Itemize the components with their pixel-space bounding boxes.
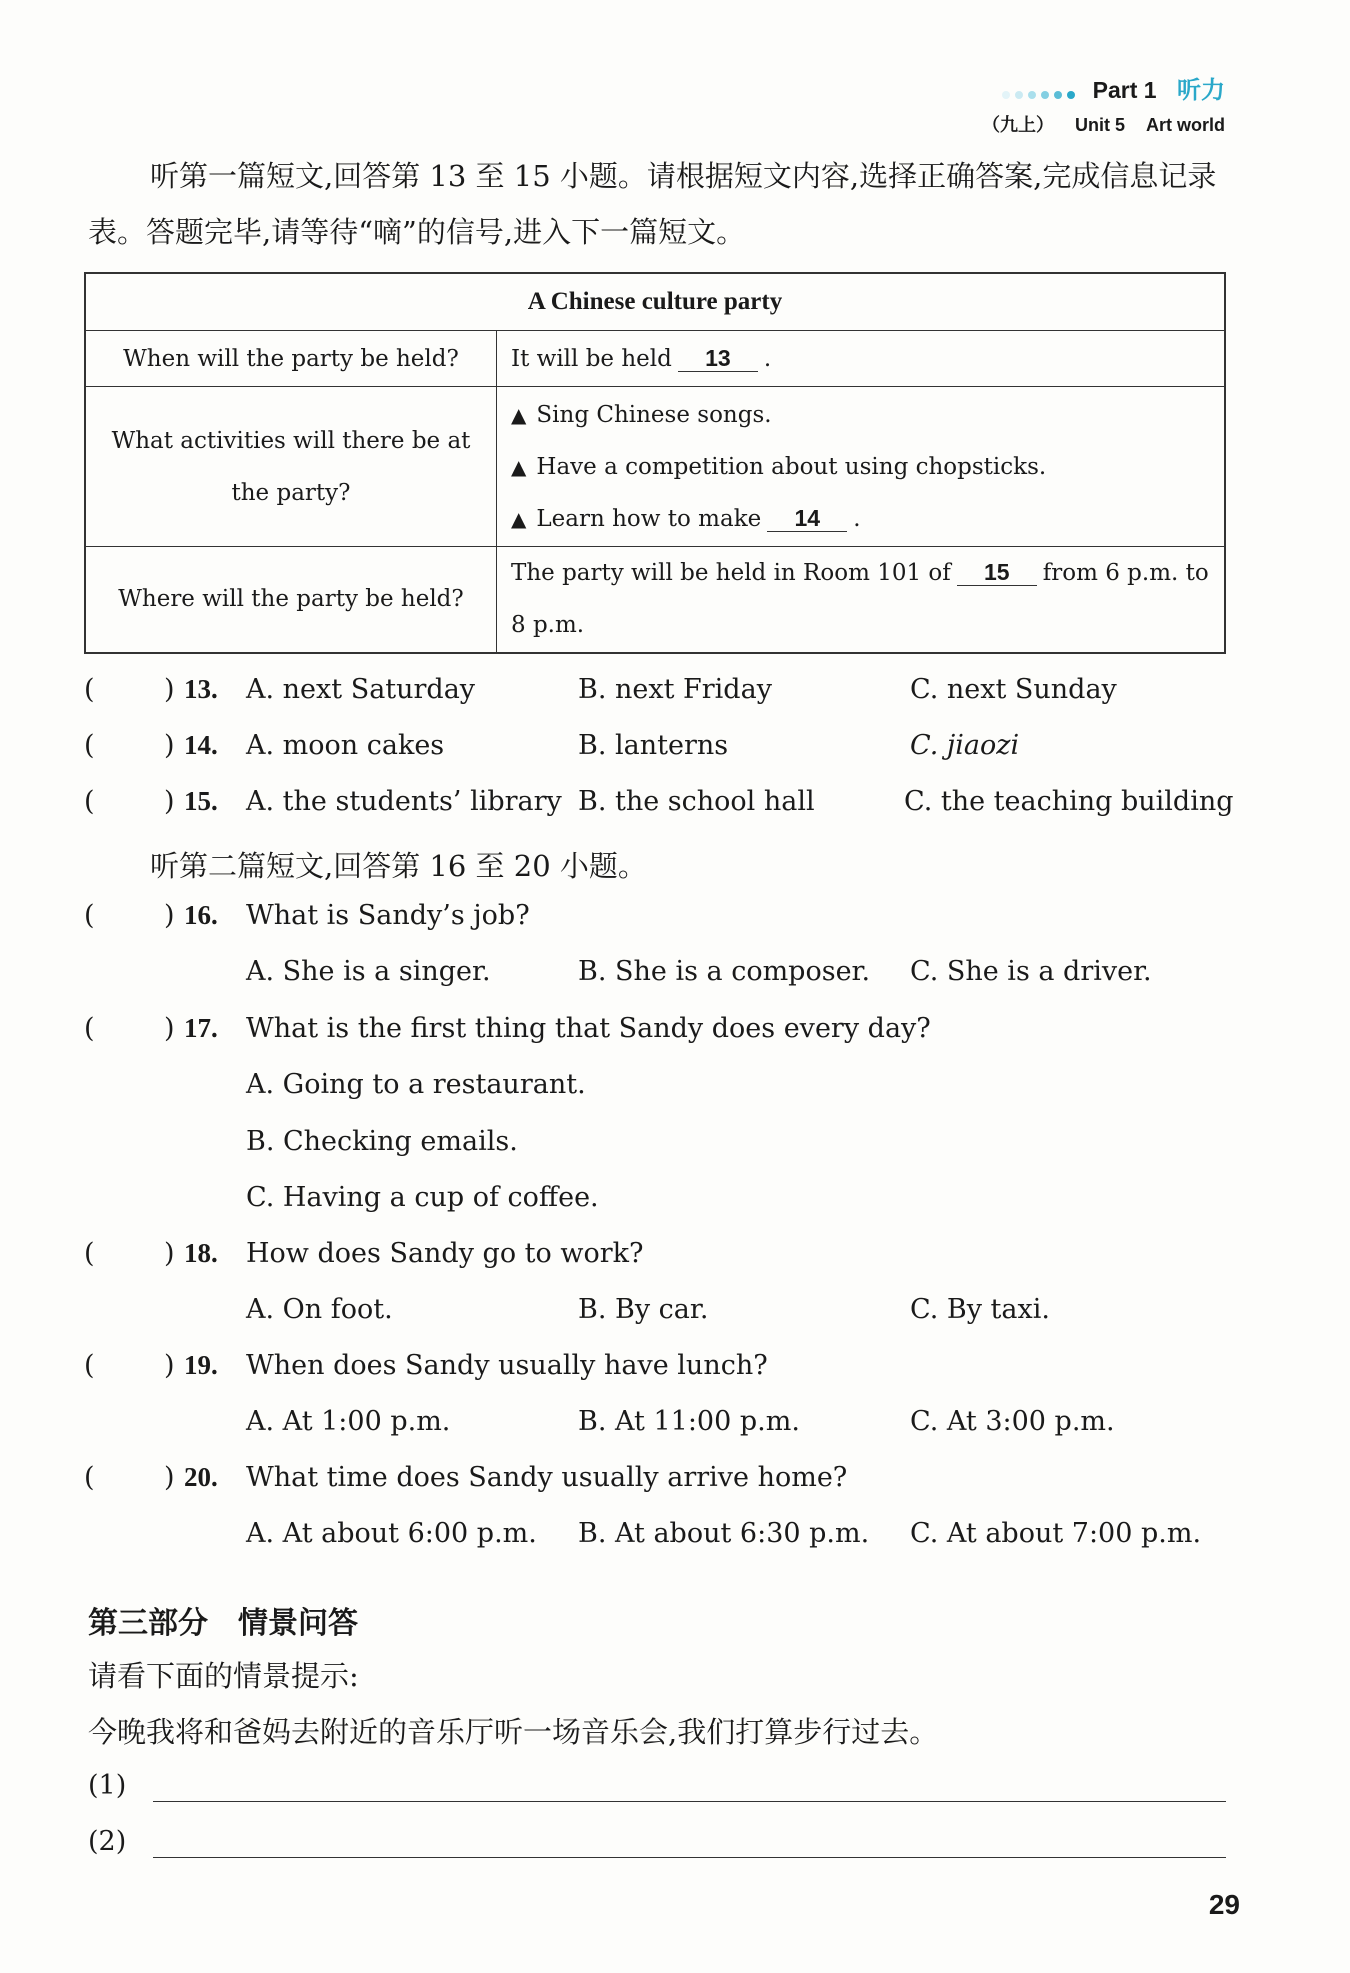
triangle-bullet-icon: ▲ <box>511 454 527 479</box>
option-b[interactable]: B. Checking emails. <box>246 1126 518 1157</box>
question-number: 20. <box>184 1462 218 1492</box>
answer-paren-close: ) <box>164 1238 175 1269</box>
option-a[interactable]: A. moon cakes <box>246 730 445 761</box>
question-text: When does Sandy usually have lunch? <box>246 1350 768 1381</box>
question-text: What is the first thing that Sandy does every day? <box>246 1013 931 1044</box>
answer-paren-open[interactable]: ( <box>84 674 95 705</box>
option-a[interactable]: A. She is a singer. <box>246 956 491 987</box>
table-row <box>85 331 1225 387</box>
answer-paren-open[interactable]: ( <box>84 1350 95 1381</box>
option-c[interactable]: C. Having a cup of coffee. <box>246 1182 599 1213</box>
question-number: 18. <box>184 1238 218 1268</box>
option-a[interactable]: A. Going to a restaurant. <box>246 1069 586 1100</box>
grade-label: （九上） <box>981 115 1054 136</box>
category-label: 听力 <box>1177 76 1225 104</box>
table-row <box>85 387 1225 547</box>
option-a[interactable]: A. next Saturday <box>246 674 476 705</box>
scenario-text: 今晚我将和爸妈去附近的音乐厅听一场音乐会,我们打算步行过去。 <box>88 1715 939 1749</box>
option-c[interactable]: C. the teaching building <box>904 786 1234 817</box>
page-header <box>982 70 1225 137</box>
question-text: What time does Sandy usually arrive home? <box>246 1462 848 1493</box>
instruction-part1: 听第一篇短文,回答第 13 至 15 小题。请根据短文内容,选择正确答案,完成信息记录表。答题完毕,请等待“嘀”的信号,进入下一篇短文。 <box>88 159 1217 249</box>
answer-paren-close: ) <box>164 900 175 931</box>
table-row <box>85 547 1225 653</box>
answer-paren-close: ) <box>164 1350 175 1381</box>
question-number: 15. <box>184 786 218 816</box>
info-record-table <box>84 272 1226 654</box>
unit-label: Unit 5 <box>1074 115 1125 136</box>
option-b[interactable]: B. At about 6:30 p.m. <box>578 1518 870 1549</box>
answer-paren-open[interactable]: ( <box>84 786 95 817</box>
list-item: ▲ Sing Chinese songs. <box>511 389 1210 441</box>
question-number: 16. <box>184 900 218 930</box>
answer-paren-open[interactable]: ( <box>84 1238 95 1269</box>
page-number: 29 <box>1208 1889 1240 1920</box>
option-a[interactable]: A. At about 6:00 p.m. <box>246 1518 537 1549</box>
answer-paren-open[interactable]: ( <box>84 900 95 931</box>
question-text: What is Sandy’s job? <box>246 900 530 931</box>
option-b[interactable]: B. She is a composer. <box>578 956 871 987</box>
option-c[interactable]: C. next Sunday <box>910 674 1117 705</box>
answer-blank-14[interactable]: 14 <box>767 505 847 532</box>
section-heading: 第三部分 情景问答 <box>88 1606 358 1641</box>
option-a[interactable]: A. At 1:00 p.m. <box>246 1406 451 1437</box>
option-b[interactable]: B. lanterns <box>578 730 729 761</box>
table-answer <box>497 387 1226 547</box>
answer-paren-close: ) <box>164 730 175 761</box>
answer-paren-open[interactable]: ( <box>84 1462 95 1493</box>
option-a[interactable]: A. On foot. <box>246 1294 393 1325</box>
table-title: A Chinese culture party <box>85 273 1225 331</box>
question-number: 14. <box>184 730 218 760</box>
table-question: When will the party be held? <box>85 331 497 387</box>
decorative-dots-icon <box>1002 78 1080 105</box>
table-answer: It will be held 13 . <box>497 331 1226 387</box>
question-number: 17. <box>184 1013 218 1043</box>
triangle-bullet-icon: ▲ <box>511 506 527 531</box>
answer-paren-open[interactable]: ( <box>84 1013 95 1044</box>
table-question: Where will the party be held? <box>85 547 497 653</box>
option-c[interactable]: C. At about 7:00 p.m. <box>910 1518 1202 1549</box>
option-c[interactable]: C. By taxi. <box>910 1294 1050 1325</box>
option-c[interactable]: C. At 3:00 p.m. <box>910 1406 1115 1437</box>
table-answer: The party will be held in Room 101 of 15 from 6 p.m. to 8 p.m. <box>497 547 1226 653</box>
triangle-bullet-icon: ▲ <box>511 402 527 427</box>
table-question: What activities will there be at the party? <box>85 387 497 547</box>
question-number: 13. <box>184 674 218 704</box>
option-c[interactable]: C. jiaozi <box>910 730 1020 761</box>
list-item: ▲ Have a competition about using chopsticks. <box>511 441 1210 493</box>
option-b[interactable]: B. By car. <box>578 1294 709 1325</box>
answer-paren-open[interactable]: ( <box>84 730 95 761</box>
option-a[interactable]: A. the students’ library <box>246 786 562 817</box>
answer-line-label: (2) <box>88 1826 127 1857</box>
instruction-part2: 听第二篇短文,回答第 16 至 20 小题。 <box>150 849 647 883</box>
answer-paren-close: ) <box>164 1462 175 1493</box>
part-label: Part 1 <box>1092 77 1157 103</box>
answer-line-1[interactable] <box>88 1770 1226 1806</box>
question-number: 19. <box>184 1350 218 1380</box>
answer-line-2[interactable] <box>88 1826 1226 1862</box>
list-item: ▲ Learn how to make 14 . <box>511 493 1210 545</box>
answer-blank-13[interactable]: 13 <box>678 345 758 372</box>
answer-paren-close: ) <box>164 1013 175 1044</box>
answer-paren-close: ) <box>164 786 175 817</box>
write-line[interactable] <box>153 1801 1226 1802</box>
answer-paren-close: ) <box>164 674 175 705</box>
option-b[interactable]: B. At 11:00 p.m. <box>578 1406 800 1437</box>
scenario-prompt: 请看下面的情景提示: <box>88 1659 359 1693</box>
answer-blank-15[interactable]: 15 <box>957 559 1037 586</box>
answer-line-label: (1) <box>88 1770 127 1801</box>
topic-label: Art world <box>1146 115 1225 136</box>
question-text: How does Sandy go to work? <box>246 1238 644 1269</box>
option-b[interactable]: B. next Friday <box>578 674 772 705</box>
option-c[interactable]: C. She is a driver. <box>910 956 1152 987</box>
write-line[interactable] <box>153 1857 1226 1858</box>
option-b[interactable]: B. the school hall <box>578 786 815 817</box>
